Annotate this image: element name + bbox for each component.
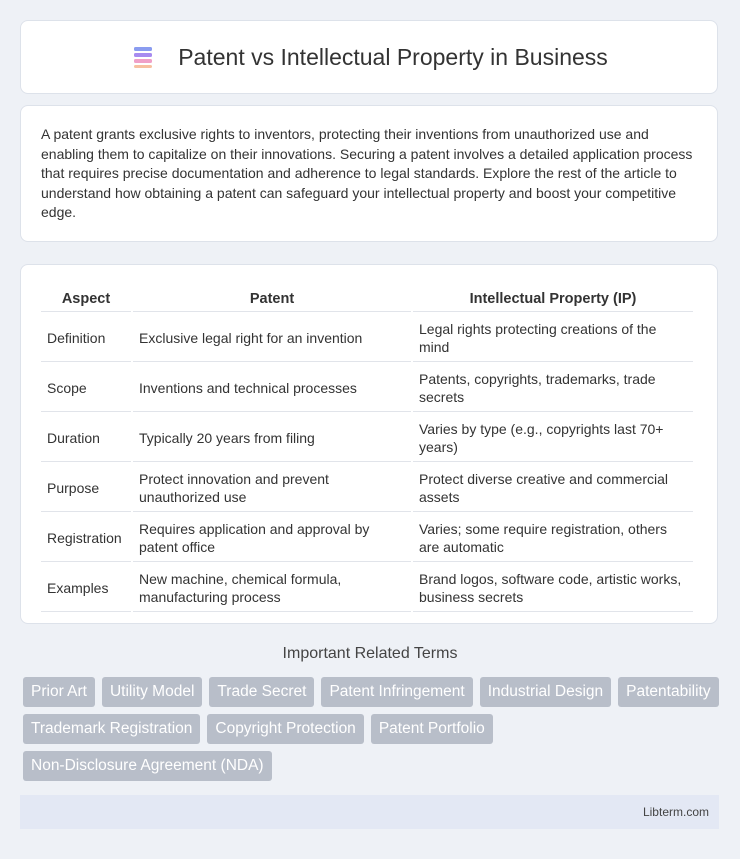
title-card bbox=[20, 20, 718, 94]
table-row bbox=[41, 414, 693, 462]
related-terms-heading: Important Related Terms bbox=[282, 645, 458, 662]
cell-patent: Protect innovation and prevent unauthorized use bbox=[133, 464, 411, 512]
cell-aspect: Examples bbox=[41, 564, 131, 612]
comparison-table bbox=[39, 285, 695, 614]
tag-copyright-protection[interactable]: Copyright Protection bbox=[207, 714, 363, 744]
cell-ip: Patents, copyrights, trademarks, trade secrets bbox=[413, 364, 693, 412]
tag-patent-infringement[interactable]: Patent Infringement bbox=[321, 677, 472, 707]
cell-aspect: Registration bbox=[41, 514, 131, 562]
cell-patent: Requires application and approval by patent office bbox=[133, 514, 411, 562]
tag-utility-model[interactable]: Utility Model bbox=[102, 677, 202, 707]
tag-industrial-design[interactable]: Industrial Design bbox=[480, 677, 611, 707]
cell-ip: Brand logos, software code, artistic works, business secrets bbox=[413, 564, 693, 612]
document-stack-icon bbox=[130, 44, 156, 70]
footer bbox=[20, 795, 719, 829]
footer-brand[interactable]: Libterm.com bbox=[642, 805, 709, 819]
tag-patentability[interactable]: Patentability bbox=[618, 677, 718, 707]
intro-paragraph: A patent grants exclusive rights to inventors, protecting their inventions from unauthorized use and enabling them to capitalize on their innovations. Securing a patent involves a detailed application process that requires precise documentation and adherence to legal standards. Explore the rest of the article to understand how obtaining a patent can safeguard your intellectual property and boost your competitive edge. bbox=[41, 126, 693, 221]
cell-ip: Legal rights protecting creations of the mind bbox=[413, 314, 693, 362]
page-title: Patent vs Intellectual Property in Business bbox=[178, 43, 608, 70]
cell-aspect: Scope bbox=[41, 364, 131, 412]
table-row bbox=[41, 564, 693, 612]
header-patent: Patent bbox=[133, 287, 411, 312]
tag-prior-art[interactable]: Prior Art bbox=[23, 677, 95, 707]
tag-patent-portfolio[interactable]: Patent Portfolio bbox=[371, 714, 493, 744]
cell-aspect: Duration bbox=[41, 414, 131, 462]
tag-trade-secret[interactable]: Trade Secret bbox=[209, 677, 314, 707]
table-row bbox=[41, 364, 693, 412]
cell-ip: Varies by type (e.g., copyrights last 70+ years) bbox=[413, 414, 693, 462]
cell-patent: Typically 20 years from filing bbox=[133, 414, 411, 462]
table-row bbox=[41, 464, 693, 512]
table-row bbox=[41, 514, 693, 562]
cell-ip: Varies; some require registration, others are automatic bbox=[413, 514, 693, 562]
tag-trademark-registration[interactable]: Trademark Registration bbox=[23, 714, 200, 744]
cell-ip: Protect diverse creative and commercial assets bbox=[413, 464, 693, 512]
cell-patent: Inventions and technical processes bbox=[133, 364, 411, 412]
intro-card bbox=[20, 105, 718, 242]
header-aspect: Aspect bbox=[41, 287, 131, 312]
comparison-card bbox=[20, 264, 718, 624]
cell-aspect: Definition bbox=[41, 314, 131, 362]
table-header-row bbox=[41, 287, 693, 312]
cell-patent: New machine, chemical formula, manufacturing process bbox=[133, 564, 411, 612]
cell-aspect: Purpose bbox=[41, 464, 131, 512]
header-ip: Intellectual Property (IP) bbox=[413, 287, 693, 312]
table-row bbox=[41, 314, 693, 362]
cell-patent: Exclusive legal right for an invention bbox=[133, 314, 411, 362]
tag-nda[interactable]: Non-Disclosure Agreement (NDA) bbox=[23, 751, 272, 781]
related-terms-list bbox=[23, 677, 723, 781]
